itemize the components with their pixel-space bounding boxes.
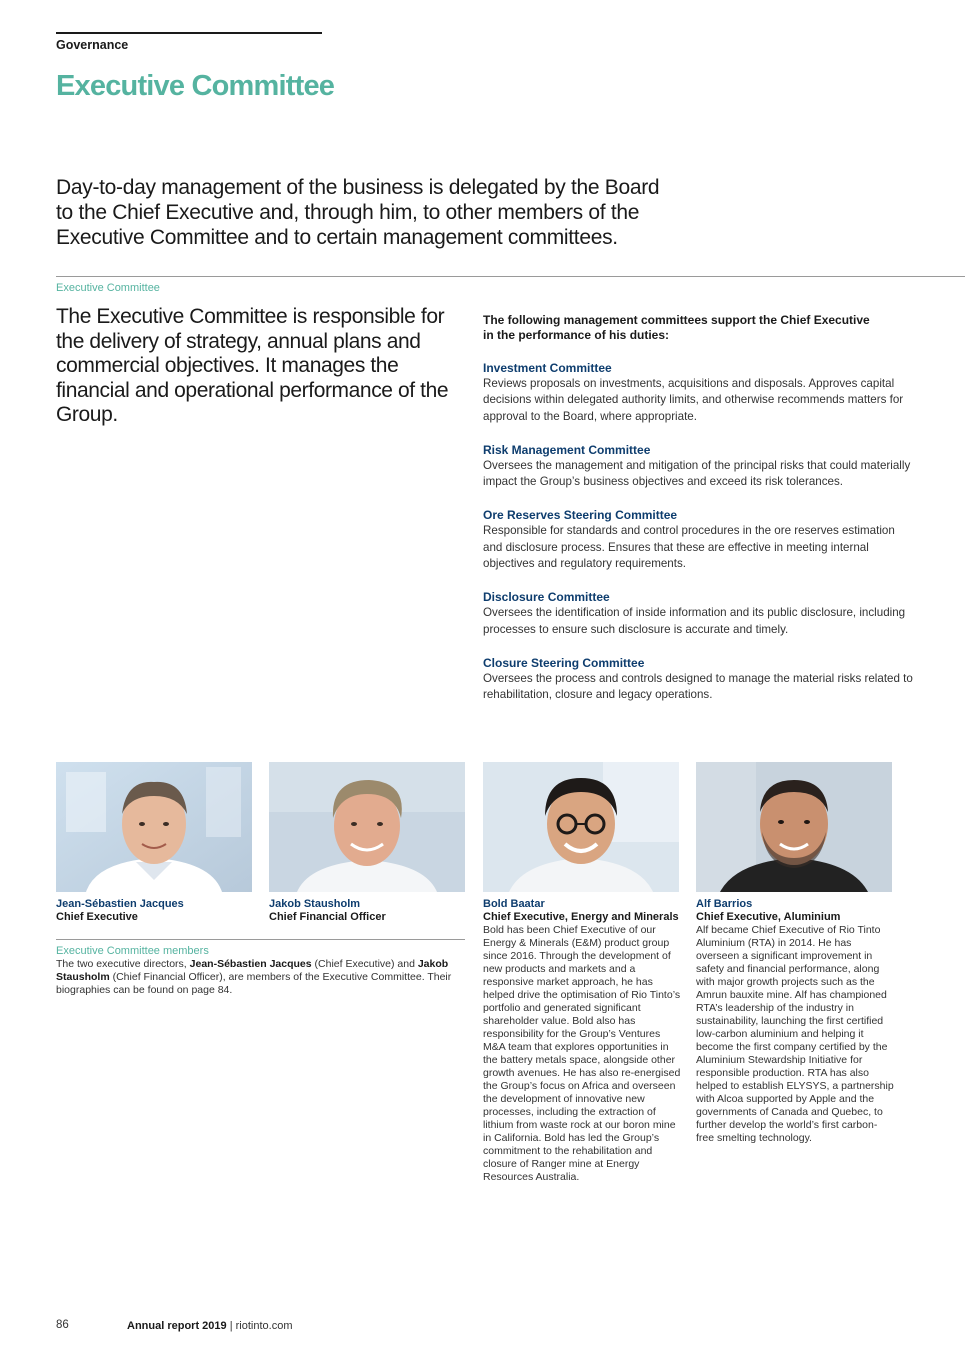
section-label: Governance (56, 38, 129, 52)
committee-ore-reserves (483, 507, 913, 572)
section-divider (56, 276, 965, 277)
committee-closure-steering (483, 655, 913, 704)
committee-name: Ore Reserves Steering Committee (483, 508, 678, 523)
portrait-bold-baatar (483, 762, 679, 892)
members-note-name-2: Jakob Stausholm (56, 958, 449, 983)
member-alf-barrios (696, 898, 896, 1145)
member-name: Jakob Stausholm (269, 898, 361, 910)
member-jakob-stausholm (269, 898, 469, 924)
member-role: Chief Executive (56, 911, 138, 923)
member-name: Bold Baatar (483, 898, 545, 910)
committee-name: Investment Committee (483, 361, 612, 375)
committee-disclosure (483, 589, 913, 638)
members-note-text-1: The two executive directors, (56, 958, 190, 970)
page-title: Executive Committee (56, 70, 335, 102)
footer-report (127, 1320, 292, 1332)
portrait-alf-barrios (696, 762, 892, 892)
members-note-text-3: (Chief Financial Officer), are members of the Executive Committee. Their biographies can be found on page 84. (56, 971, 452, 996)
portrait-image (56, 762, 252, 892)
portrait-jakob-stausholm (269, 762, 465, 892)
member-bio: Bold has been Chief Executive of our Energy & Minerals (E&M) product group since 2016. Through the development of new products and markets and a responsive market approach, he has helped drive the optimisation of Rio Tinto’s portfolio and generated significant shareholder value. Bold also has responsibility for the Group’s Ventures M&A team that explores opportunities in the battery metals space, alongside other growth avenues. He has also re-energised the Group’s focus on Africa and overseen the development of innovative new processes, including the extraction of lithium from waste rock at our boron mine in California. Bold has led the Group’s commitment to the rehabilitation and closure of Ranger mine at Energy Resources Australia. (483, 924, 681, 1183)
committee-description: Oversees the process and controls designed to manage the material risks related to rehabilitation, closure and legacy operations. (483, 671, 913, 702)
committee-description: Responsible for standards and control procedures in the ore reserves estimation and disclosure process. Ensures that these are effective in meeting internal objectives and regulatory requirements. (483, 524, 895, 571)
members-note-label: Executive Committee members (56, 945, 209, 957)
member-name: Jean-Sébastien Jacques (56, 898, 184, 910)
committee-description: Reviews proposals on investments, acquisitions and disposals. Approves capital decisions within delegated authority limits, and otherwise recommends matters for approval to the Board, where appropriate. (483, 377, 904, 423)
executive-committee-members-note (56, 945, 466, 997)
member-bold-baatar (483, 898, 683, 1184)
management-committees (483, 313, 913, 721)
members-divider (56, 939, 465, 940)
committee-name: Disclosure Committee (483, 590, 610, 605)
member-jean-sebastien-jacques (56, 898, 256, 924)
committee-name: Risk Management Committee (483, 442, 651, 457)
executive-committee-label: Executive Committee (56, 282, 160, 294)
committee-investment (483, 360, 913, 425)
member-role: Chief Executive, Energy and Minerals (483, 911, 679, 923)
page-number: 86 (56, 1319, 69, 1331)
portrait-image (269, 762, 465, 892)
intro-paragraph: Day-to-day management of the business is delegated by the Board to the Chief Executive and, through him, to other members of the Executive Committee and to certain management committees. (56, 176, 660, 249)
committees-heading: The following management committees support the Chief Executive in the performance of his duties: (483, 313, 870, 342)
committee-risk-management (483, 442, 913, 491)
member-name: Alf Barrios (696, 898, 753, 910)
portrait-jean-sebastien-jacques (56, 762, 252, 892)
portrait-image (696, 762, 892, 892)
portrait-image (483, 762, 679, 892)
footer-separator: | (226, 1320, 236, 1332)
executive-committee-lead: The Executive Committee is responsible for the delivery of strategy, annual plans and commercial objectives. It manages the financial and operational performance of the Group. (56, 305, 449, 426)
committee-description: Oversees the identification of inside information and its public disclosure, including processes to ensure such disclosure is accurate and timely. (483, 606, 906, 636)
member-bio: Alf became Chief Executive of Rio Tinto Aluminium (RTA) in 2014. He has overseen a significant improvement in safety and financial performance, along with major growth projects such as the Amrun bauxite mine. Alf has championed RTA’s leadership of the industry in sustainability, launching the first certified low-carbon aluminium and helping it become the first company certified by the Aluminium Stewardship Initiative for responsible production. RTA has also helped to establish ELYSYS, a partnership with Alcoa supported by Apple and the governments of Canada and Quebec, to further develop the world’s first carbon-free smelting technology. (696, 924, 894, 1144)
footer-report-title: Annual report 2019 (127, 1320, 227, 1332)
member-role: Chief Financial Officer (269, 911, 386, 923)
header-rule (56, 32, 322, 34)
committee-name: Closure Steering Committee (483, 655, 645, 670)
members-note-text-2: (Chief Executive) and (311, 958, 418, 970)
members-note-text (56, 958, 466, 997)
members-note-name-1: Jean-Sébastien Jacques (189, 958, 312, 970)
footer-site: riotinto.com (235, 1320, 293, 1332)
member-role: Chief Executive, Aluminium (696, 911, 841, 923)
committee-description: Oversees the management and mitigation of the principal risks that could materially impact the Group’s business objectives and exceed its risk tolerances. (483, 458, 911, 489)
